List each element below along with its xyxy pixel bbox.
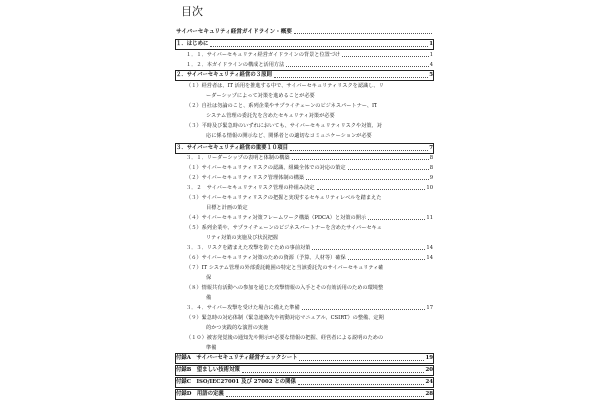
toc-entry-title: 保 xyxy=(206,275,212,281)
toc-page-number: 7 xyxy=(429,145,433,151)
toc-leader-dots xyxy=(342,56,428,57)
toc-page-number: 28 xyxy=(425,391,433,397)
toc-entry-title: （１）サイバーセキュリティリスクの認識、組織全体での対応の策定 xyxy=(186,165,346,171)
toc-leader-dots xyxy=(306,179,429,180)
toc-entry[interactable] xyxy=(176,354,433,363)
toc-page-number: 17 xyxy=(426,305,433,311)
toc-heading: 目次 xyxy=(181,5,203,18)
toc-page-number: 5 xyxy=(429,72,433,78)
toc-entry[interactable] xyxy=(186,61,433,69)
toc-leader-dots xyxy=(368,219,425,220)
toc-entry[interactable] xyxy=(206,324,433,332)
toc-entry[interactable] xyxy=(206,294,433,302)
toc-entry[interactable] xyxy=(186,102,433,110)
toc-leader-dots xyxy=(292,159,429,160)
toc-entry[interactable] xyxy=(206,274,433,282)
toc-entry-title: 的かつ実践的な演習の実施 xyxy=(206,325,269,331)
toc-entry-title: ３．サイバーセキュリティ経営の重要１０項目 xyxy=(176,145,289,151)
toc-entry-title: １．１．サイバーセキュリティ経営ガイドラインの背景と位置づけ xyxy=(186,52,341,58)
toc-entry[interactable] xyxy=(176,71,433,80)
toc-entry-title: 準備 xyxy=(206,345,217,351)
toc-entry[interactable] xyxy=(186,304,433,312)
toc-entry[interactable] xyxy=(186,244,433,252)
toc-entry[interactable] xyxy=(206,344,433,352)
toc-leader-dots xyxy=(298,384,425,385)
toc-entry-title: 付録C ISO/IEC27001 及び 27002 との関係 xyxy=(176,379,296,385)
toc-page-number: 4 xyxy=(429,62,433,68)
toc-leader-dots xyxy=(299,360,424,361)
toc-leader-dots xyxy=(317,189,426,190)
toc-leader-dots xyxy=(348,259,426,260)
toc-entry[interactable] xyxy=(176,40,433,49)
toc-entry[interactable] xyxy=(206,92,433,100)
toc-entry[interactable] xyxy=(186,174,433,182)
toc-entry[interactable] xyxy=(186,214,433,222)
toc-leader-dots xyxy=(274,77,428,78)
toc-entry-title: （７）IT システム管理の外部委託範囲の特定と当該委託先のサイバーセキュリティ確 xyxy=(186,265,384,271)
toc-entry-title: （９）緊急時の対応体制（緊急連絡先や初動対応マニュアル、CSIRT）の整備、定期 xyxy=(186,315,384,321)
toc-entry-title: 付録B 望ましい技術対策 xyxy=(176,367,240,373)
toc-entry-title: 付録A サイバーセキュリティ経営チェックシート xyxy=(176,355,298,361)
toc-entry[interactable] xyxy=(176,144,433,153)
toc-leader-dots xyxy=(294,33,432,34)
toc-entry[interactable] xyxy=(186,224,433,232)
toc-entry-title: （２）サイバーセキュリティリスク管理体制の構築 xyxy=(186,175,305,181)
toc-page-number: 20 xyxy=(425,367,433,373)
toc-entry-title: （３）平時及び緊急時のいずれにおいても、サイバーセキュリティリスクや対策、対 xyxy=(186,123,382,129)
toc-leader-dots xyxy=(210,46,428,47)
toc-entry-title: （３）サイバーセキュリティリスクの把握と実現するセキュリティレベルを踏まえた xyxy=(186,195,382,201)
toc-entry[interactable] xyxy=(186,264,433,272)
toc-page-number: 19 xyxy=(425,355,433,361)
toc-entry[interactable] xyxy=(186,51,433,59)
toc-entry[interactable] xyxy=(176,28,433,36)
toc-entry-title: 備 xyxy=(206,295,212,301)
toc-entry-title: （５）系列企業や、サプライチェーンのビジネスパートナーを含めたサイバーセキュ xyxy=(186,225,382,231)
toc-entry-title: システム管理の委託先を含めたセキュリティ対策が必要 xyxy=(206,113,335,119)
toc-leader-dots xyxy=(312,249,425,250)
toc-entry-title: ３．３．リスクを踏まえた攻撃を防ぐための事前対策 xyxy=(186,245,311,251)
toc-page-number: 9 xyxy=(429,175,433,181)
toc-entry-title: （２）自社は勿論のこと、系列企業やサプライチェーンのビジネスパートナー、IT xyxy=(186,103,378,109)
toc-page-number: 11 xyxy=(426,215,433,221)
toc-entry[interactable] xyxy=(186,82,433,90)
toc-entry-title: 目標と計画の策定 xyxy=(206,205,248,211)
toc-leader-dots xyxy=(286,66,428,67)
toc-entry-title: 応に係る情報の開示など、関係者との適切なコミュニケーションが必要 xyxy=(206,133,372,139)
toc-entry[interactable] xyxy=(186,314,433,322)
toc-page-number: 14 xyxy=(426,245,433,251)
toc-entry-title: ３．１．リーダーシップの表明と体制の構築 xyxy=(186,155,290,161)
toc-entry-title: リティ対策の実施及び状況把握 xyxy=(206,235,279,241)
toc-entry-title: ２．サイバーセキュリティ経営の３原則 xyxy=(176,72,272,78)
toc-page-number: 8 xyxy=(429,155,433,161)
toc-entry-title: ３．４．サイバー攻撃を受けた場合に備えた準備 xyxy=(186,305,300,311)
toc-entry-title: （４）サイバーセキュリティ対策フレームワーク構築（PDCA）と対策の開示 xyxy=(186,215,367,221)
toc-entry[interactable] xyxy=(186,194,433,202)
toc-entry[interactable] xyxy=(206,234,433,242)
toc-leader-dots xyxy=(302,309,426,310)
toc-entry[interactable] xyxy=(186,254,433,262)
toc-entry-title: サイバーセキュリティ経営ガイドライン・概要 xyxy=(176,29,292,35)
toc-entry[interactable] xyxy=(206,132,433,140)
toc-entry-title: （６）サイバーセキュリティ対策のための資源（予算、人材等）確保 xyxy=(186,255,346,261)
toc-entry-title: （１）経営者は、IT 活用を推進する中で、サイバーセキュリティリスクを認識し、リ xyxy=(186,83,384,89)
toc-entry[interactable] xyxy=(176,378,433,387)
toc-entry[interactable] xyxy=(186,284,433,292)
toc-entry-title: １．２．本ガイドラインの構成と活用方法 xyxy=(186,62,285,68)
toc-leader-dots xyxy=(242,372,425,373)
toc-entry[interactable] xyxy=(186,334,433,342)
toc-leader-dots xyxy=(226,396,425,397)
toc-entry-title: １．はじめに xyxy=(176,41,209,47)
toc-entry[interactable] xyxy=(176,366,433,375)
toc-entry[interactable] xyxy=(186,122,433,130)
toc-entry-title: （１０）被害発覚後の通知先や開示が必要な情報の把握、経営者による説明のための xyxy=(186,335,384,341)
toc-page-number: 14 xyxy=(426,255,433,261)
toc-entry-title: 付録D 用語の定義 xyxy=(176,391,224,397)
toc-page-number: 1 xyxy=(429,41,433,47)
toc-page-number: 1 xyxy=(429,52,433,58)
toc-entry[interactable] xyxy=(186,184,433,192)
toc-entry[interactable] xyxy=(186,154,433,162)
toc-entry-title: （８）情報共有活動への参加を通じた攻撃情報の入手とその有効活用のための環境整 xyxy=(186,285,384,291)
toc-leader-dots xyxy=(348,169,429,170)
toc-page-number: 10 xyxy=(426,185,433,191)
toc-entry[interactable] xyxy=(206,112,433,120)
toc-leader-dots xyxy=(290,150,428,151)
toc-page-number: 8 xyxy=(429,165,433,171)
toc-entry-title: ーダーシップによって対策を進めることが必要 xyxy=(206,93,315,99)
toc-entry-title: ３．２ サイバーセキュリティリスク管理の枠組み決定 xyxy=(186,185,315,191)
toc-entry[interactable] xyxy=(186,164,433,172)
toc-entry[interactable] xyxy=(176,390,433,399)
toc-page-number: 24 xyxy=(425,379,433,385)
toc-entry[interactable] xyxy=(206,204,433,212)
